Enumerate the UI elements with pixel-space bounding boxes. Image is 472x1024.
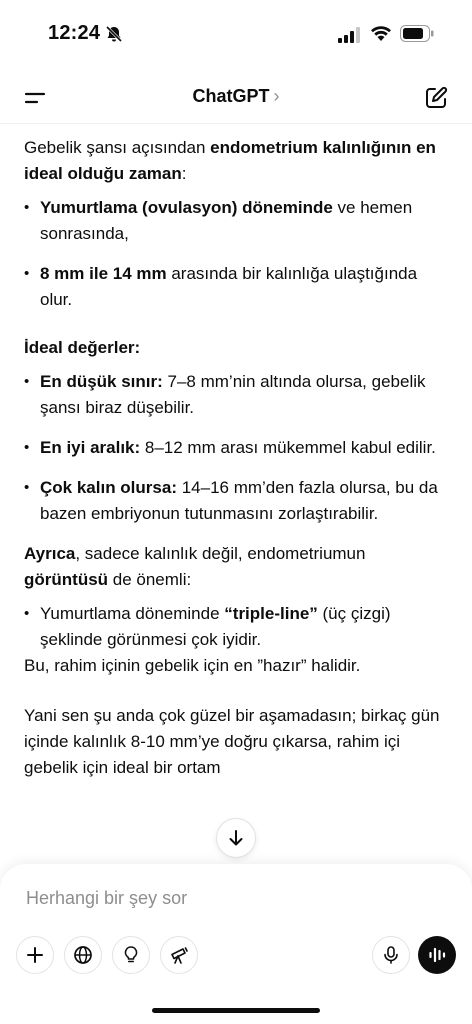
list-item-bold: En iyi aralık: bbox=[40, 438, 141, 457]
list-item bbox=[24, 369, 448, 421]
model-selector[interactable] bbox=[0, 86, 472, 107]
microphone-icon bbox=[381, 945, 401, 965]
list-item-text: Yumurtlama döneminde bbox=[40, 604, 225, 623]
after-bullet-text: Bu, rahim içinin gebelik için en ”hazır” halidir. bbox=[24, 656, 361, 675]
dictate-button[interactable] bbox=[372, 936, 410, 974]
section-heading: İdeal değerler: bbox=[24, 338, 141, 357]
add-button[interactable] bbox=[16, 936, 54, 974]
voice-mode-icon bbox=[427, 945, 447, 965]
plus-icon bbox=[25, 945, 45, 965]
web-search-button[interactable] bbox=[64, 936, 102, 974]
list-item bbox=[24, 195, 448, 247]
list-item-bold: En düşük sınır: bbox=[40, 372, 163, 391]
lightbulb-icon bbox=[121, 945, 141, 965]
status-bar bbox=[0, 0, 472, 60]
list-item bbox=[24, 475, 448, 527]
new-chat-icon[interactable] bbox=[422, 84, 450, 112]
wifi-icon bbox=[370, 24, 392, 42]
arrow-down-icon bbox=[227, 829, 245, 847]
chevron-right-icon: › bbox=[273, 86, 280, 106]
list-item-text: 8–12 mm arası mükemmel kabul edilir. bbox=[140, 438, 436, 457]
list-item-bold: 8 mm ile 14 mm bbox=[40, 264, 167, 283]
intro-colon: : bbox=[181, 164, 187, 183]
list-item-bold: Çok kalın olursa: bbox=[40, 478, 177, 497]
list-item bbox=[24, 601, 448, 653]
list-item-text: arasında bir kalınlığa ulaştığında olur. bbox=[40, 264, 418, 309]
also-paragraph bbox=[24, 541, 448, 593]
signal-icon bbox=[338, 27, 362, 43]
also-text: , sadece kalınlık değil, endometriumun bbox=[75, 544, 366, 563]
composer bbox=[0, 864, 472, 1024]
bullet-list-1 bbox=[24, 195, 448, 313]
also-bold: Ayrıca bbox=[24, 544, 76, 563]
deep-research-button[interactable] bbox=[160, 936, 198, 974]
bullet-list-2 bbox=[24, 369, 448, 527]
assistant-message bbox=[24, 124, 448, 864]
bullet-list-3 bbox=[24, 601, 448, 653]
list-item-text: 7–8 mm’nin altında olursa, gebelik şansı biraz düşebilir. bbox=[40, 372, 426, 417]
message-input[interactable]: Herhangi bir şey sor bbox=[26, 888, 188, 908]
closing-paragraph: Yani sen şu anda çok güzel bir aşamadasın; birkaç gün içinde kalınlık 8-10 mm’ye doğru çıkarsa, rahim içi gebelik için ideal bir ortam bbox=[24, 706, 440, 777]
intro-text: Gebelik şansı açısından bbox=[24, 138, 211, 157]
list-item-text: ve hemen sonrasında, bbox=[40, 198, 413, 243]
list-item-text: 14–16 mm’den fazla olursa, bu da bazen embriyonun tutunmasını zorlaştırabilir. bbox=[40, 478, 438, 523]
list-item bbox=[24, 261, 448, 313]
list-item bbox=[24, 435, 448, 461]
page-title: ChatGPT bbox=[192, 86, 270, 106]
intro-paragraph bbox=[24, 135, 448, 187]
top-bar bbox=[0, 72, 472, 124]
home-indicator[interactable] bbox=[152, 1008, 320, 1013]
also-bold-2: görüntüsü bbox=[24, 570, 109, 589]
list-item-bold: Yumurtlama (ovulasyon) döneminde bbox=[40, 198, 333, 217]
globe-icon bbox=[73, 945, 93, 965]
reason-button[interactable] bbox=[112, 936, 150, 974]
intro-bold: endometrium kalınlığının en ideal olduğu zaman bbox=[24, 138, 436, 183]
scroll-down-button[interactable] bbox=[216, 818, 256, 858]
silent-bell-icon bbox=[104, 24, 124, 44]
status-time: 12:24 bbox=[48, 22, 101, 44]
telescope-icon bbox=[169, 945, 189, 965]
list-item-bold: “triple-line” bbox=[224, 604, 318, 623]
also-text-2: de önemli: bbox=[108, 570, 192, 589]
voice-mode-button[interactable] bbox=[418, 936, 456, 974]
battery-icon bbox=[400, 25, 434, 42]
list-item-text-2: (üç çizgi) şeklinde görünmesi çok iyidir. bbox=[40, 604, 391, 649]
